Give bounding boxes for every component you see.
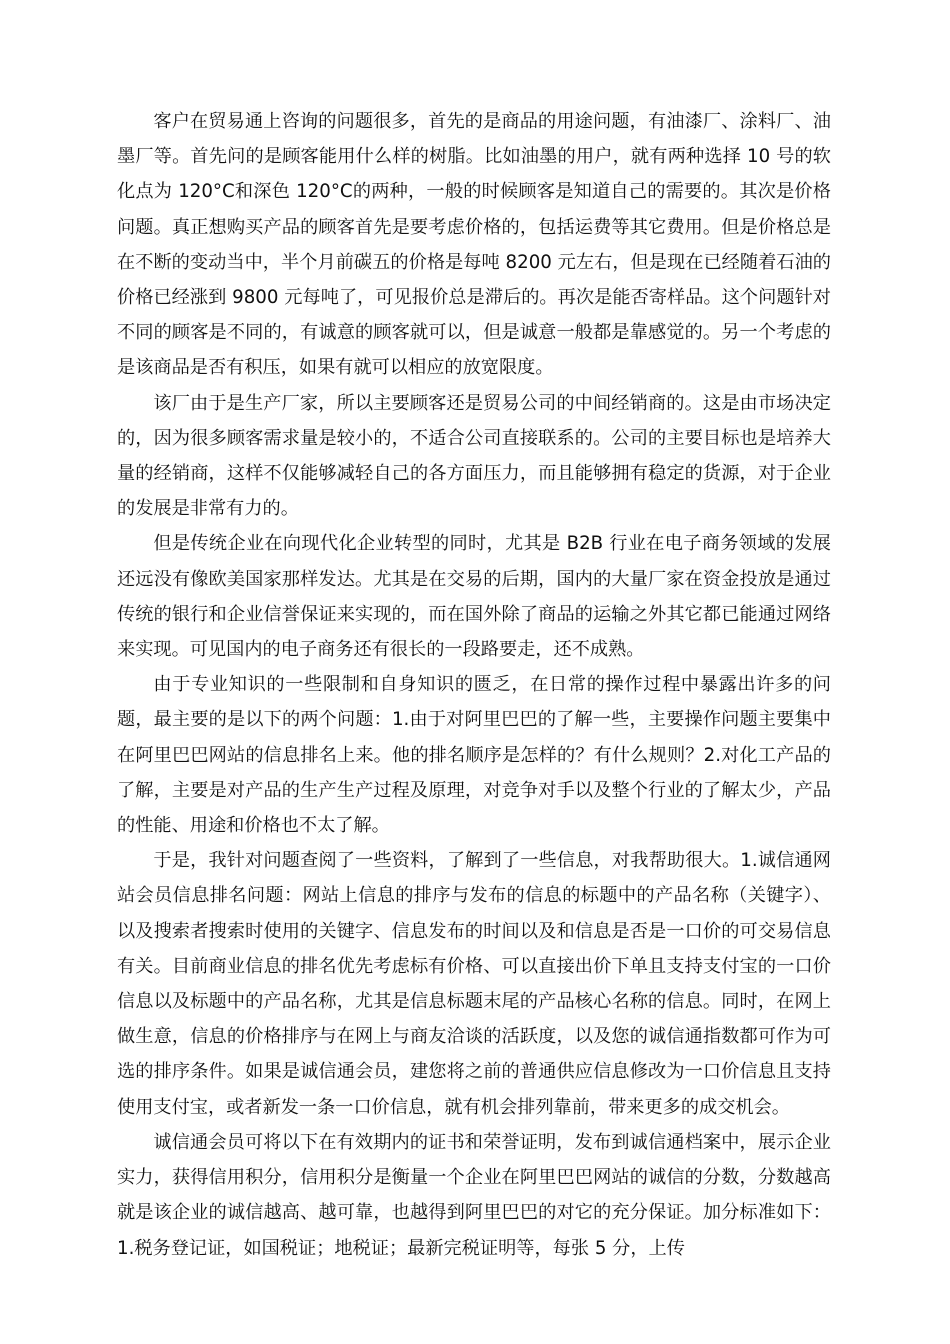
paragraph-problems: 由于专业知识的一些限制和自身知识的匮乏，在日常的操作过程中暴露出许多的问题，最主要的是以下的两个问题：1.由于对阿里巴巴的了解一些，主要操作问题主要集中在阿里巴巴网站的信息排名上来。他的排名顺序是怎样的？有什么规则？2.对化工产品的了解，主要是对产品的生产生产过程及原理，对竞争对手以及整个行业的了解太少，产品的性能、用途和价格也不太了解。 (117, 674, 831, 837)
paragraph-credit: 诚信通会员可将以下在有效期内的证书和荣誉证明，发布到诚信通档案中，展示企业实力，获得信用积分，信用积分是衡量一个企业在阿里巴巴网站的诚信的分数，分数越高就是该企业的诚信越高、越可靠，也越得到阿里巴巴的对它的充分保证。加分标准如下：1.税务登记证，如国税证；地税证；最新完税证明等，每张 5 分，上传 (117, 1131, 831, 1259)
paragraph-inquiries: 客户在贸易通上咨询的问题很多，首先的是商品的用途问题，有油漆厂、涂料厂、油墨厂等。首先问的是顾客能用什么样的树脂。比如油墨的用户，就有两种选择 10 号的软化点为 120°C和深色 120°C的两种，一般的时候顾客是知道自己的需要的。其次是价格问题。真正想购买产品的顾客首先是要考虑价格的，包括运费等其它费用。但是价格总是在不断的变动当中，半个月前碳五的价格是每吨 8200 元左右，但是现在已经随着石油的价格已经涨到 9800 元每吨了，可见报价总是滞后的。再次是能否寄样品。这个问题针对不同的顾客是不同的，有诚意的顾客就可以，但是诚意一般都是靠感觉的。另一个考虑的是该商品是否有积压，如果有就可以相应的放宽限度。 (117, 111, 831, 379)
paragraph-customers: 该厂由于是生产厂家，所以主要顾客还是贸易公司的中间经销商的。这是由市场决定的，因为很多顾客需求量是较小的，不适合公司直接联系的。公司的主要目标也是培养大量的经销商，这样不仅能够减轻自己的各方面压力，而且能够拥有稳定的货源，对于企业的发展是非常有力的。 (117, 392, 831, 520)
document-page (117, 104, 831, 1266)
paragraph-ecommerce: 但是传统企业在向现代化企业转型的同时，尤其是 B2B 行业在电子商务领域的发展还远没有像欧美国家那样发达。尤其是在交易的后期，国内的大量厂家在资金投放是通过传统的银行和企业信誉保证来实现的，而在国外除了商品的运输之外其它都已能通过网络来实现。可见国内的电子商务还有很长的一段路要走，还不成熟。 (117, 533, 831, 661)
paragraph-ranking: 于是，我针对问题查阅了一些资料，了解到了一些信息，对我帮助很大。1.诚信通网站会员信息排名问题：网站上信息的排序与发布的信息的标题中的产品名称（关键字）、以及搜索者搜索时使用的关键字、信息发布的时间以及和信息是否是一口价的可交易信息有关。目前商业信息的排名优先考虑标有价格、可以直接出价下单且支持支付宝的一口价信息以及标题中的产品名称，尤其是信息标题末尾的产品核心名称的信息。同时，在网上做生意，信息的价格排序与在网上与商友洽谈的活跃度，以及您的诚信通指数都可作为可选的排序条件。如果是诚信通会员，建您将之前的普通供应信息修改为一口价信息且支持使用支付宝，或者新发一条一口价信息，就有机会排列靠前，带来更多的成交机会。 (117, 850, 831, 1118)
